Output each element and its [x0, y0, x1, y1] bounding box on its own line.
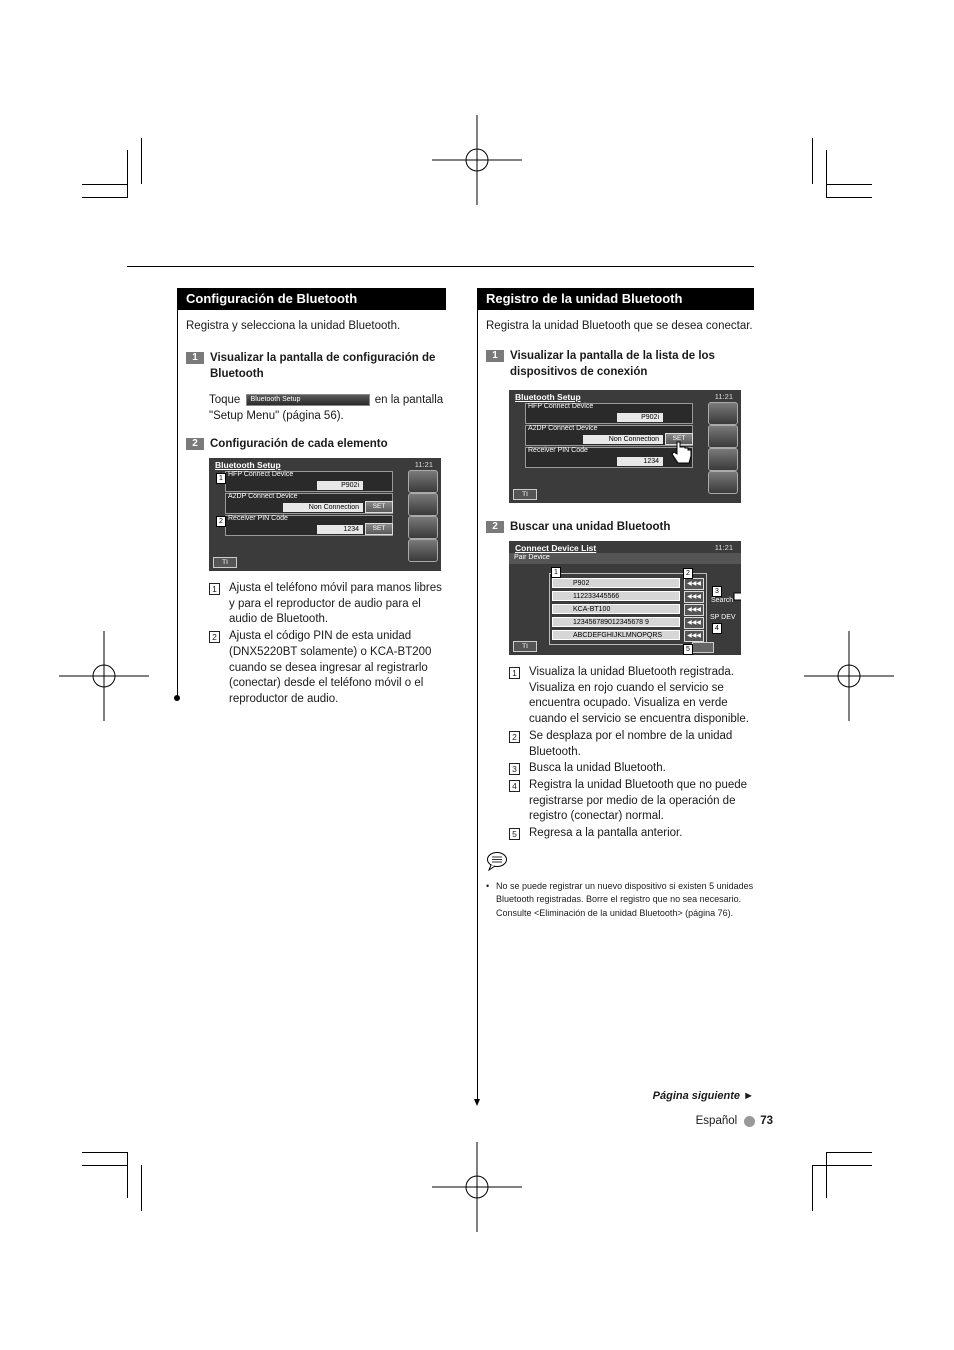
screen-title: Connect Device List	[515, 543, 597, 553]
hfp-label: HFP Connect Device	[528, 403, 594, 410]
scroll-name-button[interactable]: ◀◀◀	[684, 617, 704, 629]
page-footer	[696, 1115, 773, 1127]
item-text: Ajusta el código PIN de esta unidad (DNX5220BT solamente) o KCA-BT200 cuando se desea ingresar al registrarlo (conectar) desde el teléfono móvil o el reproductor de audio.	[229, 630, 432, 705]
crop-mark	[812, 1165, 813, 1211]
a2dp-set-button[interactable]: SET	[665, 433, 693, 445]
callout-4: 4	[712, 623, 722, 634]
screen-title: Bluetooth Setup	[215, 460, 281, 470]
item-number: 5	[509, 828, 520, 840]
item-list	[509, 665, 754, 842]
menu-side-button[interactable]	[408, 516, 438, 539]
crop-mark	[141, 1165, 142, 1211]
callout-2: 2	[683, 568, 693, 579]
crop-mark	[82, 197, 128, 198]
page-number: 73	[760, 1115, 773, 1127]
section-title: Configuración de Bluetooth	[178, 288, 446, 310]
tl-button[interactable]: TI	[513, 489, 537, 500]
item-text: Ajusta el teléfono móvil para manos libres y para el reproductor de audio para el audio de Bluetooth.	[229, 582, 442, 626]
crop-mark	[812, 138, 813, 184]
registration-mark-icon	[59, 631, 149, 721]
next-page-label: Página siguiente ►	[652, 1090, 754, 1102]
list-item	[509, 778, 754, 825]
return-button[interactable]	[692, 642, 714, 653]
tl-button[interactable]: TI	[213, 557, 237, 568]
step-number: 1	[486, 350, 504, 362]
list-item	[209, 581, 446, 628]
right-column	[478, 288, 754, 920]
step-text: Visualizar la pantalla de la lista de los dispositivos de conexión	[510, 350, 715, 378]
crop-mark	[82, 1165, 128, 1166]
step-text: Configuración de cada elemento	[210, 438, 388, 450]
scroll-name-button[interactable]: ◀◀◀	[684, 578, 704, 590]
menu-side-button[interactable]	[708, 448, 738, 471]
instruction-after: en la pantalla "Setup Menu" (página 56).	[209, 394, 444, 422]
item-text: Visualiza la unidad Bluetooth registrada. Visualiza en rojo cuando el servicio se encuentra ocupado. Visualiza en verde cuando el servicio se encuentra disponible.	[529, 666, 749, 726]
crop-mark	[826, 1152, 827, 1198]
pin-value: 1234	[317, 525, 363, 534]
menu-side-button[interactable]	[708, 402, 738, 425]
item-number: 1	[509, 667, 520, 679]
screen-clock: 11:21	[714, 543, 733, 552]
screen-clock: 11:21	[414, 460, 433, 469]
menu-side-button[interactable]	[408, 470, 438, 493]
item-number: 2	[509, 731, 520, 743]
list-item	[509, 826, 754, 842]
a2dp-label: A2DP Connect Device	[228, 493, 298, 500]
left-column	[178, 288, 446, 709]
crop-mark	[141, 138, 142, 184]
crop-mark	[82, 184, 128, 185]
hfp-value: P902i	[617, 413, 663, 422]
pointing-hand-icon	[669, 440, 693, 466]
item-list	[209, 581, 446, 708]
note-icon	[486, 851, 508, 871]
a2dp-value: Non Connection	[583, 435, 663, 444]
pair-device-label: Pair Device	[514, 554, 550, 561]
scroll-name-button[interactable]: ◀◀◀	[684, 630, 704, 642]
device-row[interactable]: 123456789012345678 9	[552, 617, 680, 627]
bluetooth-setup-screenshot	[209, 458, 441, 571]
tl-button[interactable]: TI	[513, 641, 537, 652]
device-row[interactable]: KCA-BT100	[552, 604, 680, 614]
crop-mark	[127, 150, 128, 198]
step-number: 2	[486, 521, 504, 533]
sp-dev-button[interactable]: SP DEV	[710, 614, 736, 621]
callout-2: 2	[216, 516, 226, 527]
a2dp-label: A2DP Connect Device	[528, 425, 598, 432]
step-2	[186, 436, 446, 452]
a2dp-set-button[interactable]: SET	[365, 501, 393, 513]
screen-clock: 11:21	[714, 392, 733, 401]
step-text: Visualizar la pantalla de configuración de Bluetooth	[210, 352, 436, 380]
menu-side-button[interactable]	[708, 425, 738, 448]
top-rule	[127, 266, 754, 267]
crop-mark	[826, 184, 872, 185]
device-row[interactable]: P902	[552, 578, 680, 588]
crop-mark	[812, 1165, 872, 1166]
pin-label: Receiver PIN Code	[528, 447, 588, 454]
registration-mark-icon	[432, 115, 522, 205]
list-item	[509, 761, 754, 777]
item-number: 2	[209, 631, 220, 643]
pin-label: Receiver PIN Code	[228, 515, 288, 522]
note-text: No se puede registrar un nuevo dispositivo si existen 5 unidades Bluetooth registradas. Borre el registro que no sea necesario. Consulte <Eliminación de la unidad Bluetooth> (página 76).	[496, 880, 754, 918]
pointing-hand-icon	[733, 585, 741, 609]
section-intro: Registra la unidad Bluetooth que se desea conectar.	[486, 320, 753, 332]
bluetooth-setup-screenshot	[509, 390, 741, 503]
callout-5: 5	[683, 644, 693, 655]
step-2	[486, 519, 754, 535]
step-text: Buscar una unidad Bluetooth	[510, 521, 671, 533]
scroll-name-button[interactable]: ◀◀◀	[684, 604, 704, 616]
menu-side-button[interactable]	[408, 493, 438, 516]
item-number: 4	[509, 780, 520, 792]
bluetooth-setup-button[interactable]: Bluetooth Setup	[246, 394, 370, 406]
step-1	[486, 348, 754, 380]
registration-mark-icon	[804, 631, 894, 721]
item-number: 1	[209, 583, 220, 595]
list-item	[509, 665, 754, 728]
pin-value: 1234	[617, 457, 663, 466]
device-row[interactable]: 112233445566	[552, 591, 680, 601]
list-item	[209, 629, 446, 708]
crop-mark	[826, 150, 827, 198]
continue-arrow-icon	[474, 1099, 480, 1106]
note	[486, 880, 754, 921]
instruction-text	[209, 392, 446, 424]
footer-dot-icon	[744, 1116, 755, 1127]
registration-mark-icon	[432, 1142, 522, 1232]
connect-device-list-screenshot	[509, 541, 741, 655]
a2dp-value: Non Connection	[283, 503, 363, 512]
hfp-label: HFP Connect Device	[228, 471, 294, 478]
item-number: 3	[509, 763, 520, 775]
item-text: Busca la unidad Bluetooth.	[529, 762, 666, 775]
callout-3: 3	[712, 586, 722, 597]
scroll-name-button[interactable]: ◀◀◀	[684, 591, 704, 603]
step-number: 1	[186, 352, 204, 364]
item-text: Se desplaza por el nombre de la unidad Bluetooth.	[529, 729, 733, 758]
crop-mark	[826, 197, 872, 198]
list-item	[509, 729, 754, 760]
menu-side-button[interactable]	[708, 471, 738, 494]
crop-mark	[826, 1152, 872, 1153]
step-number: 2	[186, 438, 204, 450]
menu-side-button[interactable]	[408, 539, 438, 562]
note-bullet: •	[486, 880, 490, 891]
callout-1: 1	[551, 567, 561, 578]
item-text: Registra la unidad Bluetooth que no puede registrarse por medio de la operación de registro (conectar) normal.	[529, 778, 748, 823]
crop-mark	[82, 1152, 128, 1153]
crop-mark	[127, 1152, 128, 1198]
pin-set-button[interactable]: SET	[365, 523, 393, 535]
item-text: Regresa a la pantalla anterior.	[529, 827, 683, 840]
language-label: Español	[695, 1115, 738, 1127]
hfp-value: P902i	[317, 481, 363, 490]
callout-1: 1	[216, 473, 226, 484]
search-button[interactable]: Search	[711, 597, 734, 604]
section-intro: Registra y selecciona la unidad Bluetooth.	[186, 320, 401, 332]
device-row[interactable]: ABCDEFGHIJKLMNOPQRS	[552, 630, 680, 640]
instruction-before: Toque	[209, 394, 241, 406]
step-1	[186, 350, 446, 382]
screen-title: Bluetooth Setup	[515, 392, 581, 402]
section-title: Registro de la unidad Bluetooth	[478, 288, 754, 310]
